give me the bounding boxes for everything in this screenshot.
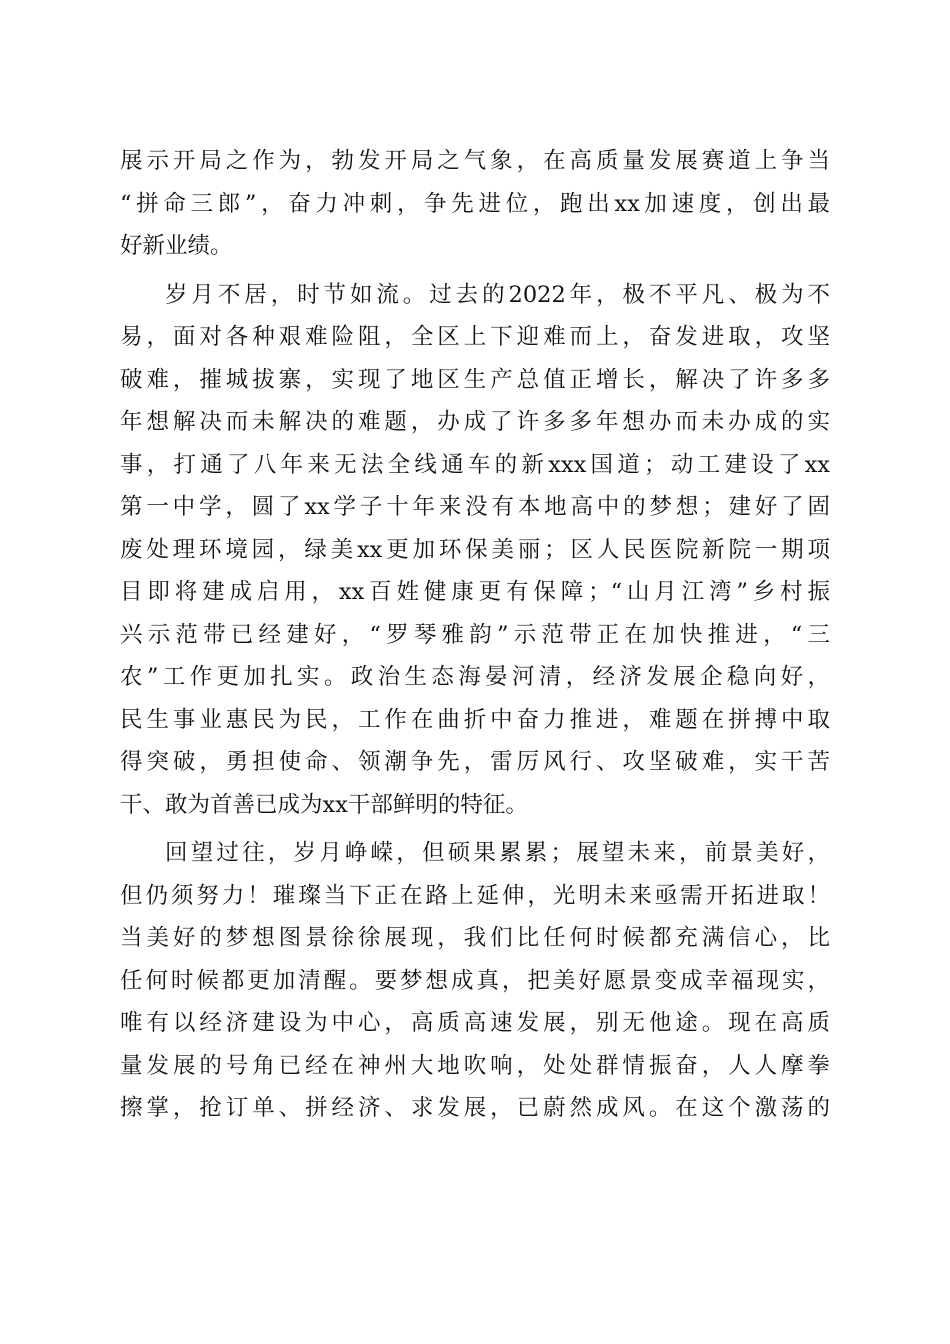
- text-line: 民生事业惠民为民，工作在曲折中奋力推进，难题在拼搏中取: [120, 706, 830, 733]
- text-line: 兴示范带已经建好，“罗琴雅韵”示范带正在加快推进，“三: [120, 621, 830, 648]
- text-line: 农”工作更加扎实。政治生态海晏河清，经济发展企稳向好，: [120, 664, 830, 690]
- text-line: 但仍须努力！璀璨当下正在路上延伸，光明未来亟需开拓进取！: [120, 882, 830, 909]
- paragraph-1: [120, 140, 830, 268]
- text-line: 回望过往，岁月峥嵘，但硕果累累；展望未来，前景美好，: [165, 840, 830, 866]
- text-line: 岁月不居，时节如流。过去的2022年，极不平凡、极为不: [165, 281, 830, 308]
- text-line: 干、敢为首善已成为xx干部鲜明的特征。: [120, 791, 528, 818]
- document-body: [120, 140, 830, 1130]
- text-line: 废处理环境园，绿美xx更加环保美丽；区人民医院新院一期项: [120, 536, 830, 563]
- text-line: 破难，摧城拔寨，实现了地区生产总值正增长，解决了许多多: [120, 366, 830, 393]
- text-line: “拼命三郎”，奋力冲刺，争先进位，跑出xx加速度，创出最: [120, 190, 830, 217]
- paragraph-3: [120, 832, 830, 1130]
- paragraph-2: [120, 274, 830, 827]
- text-line: 目即将建成启用，xx百姓健康更有保障；“山月江湾”乡村振: [120, 579, 830, 605]
- text-line: 展示开局之作为，勃发开局之气象，在高质量发展赛道上争当: [120, 148, 830, 174]
- text-line: 事，打通了八年来无法全线通车的新xxx国道；动工建设了xx: [120, 451, 830, 478]
- text-line: 易，面对各种艰难险阻，全区上下迎难而上，奋发进取，攻坚: [120, 324, 830, 350]
- text-line: 年想解决而未解决的难题，办成了许多多年想办而未办成的实: [120, 409, 830, 435]
- text-line: 当美好的梦想图景徐徐展现，我们比任何时候都充满信心，比: [120, 925, 830, 951]
- text-line: 量发展的号角已经在神州大地吹响，处处群情振奋，人人摩拳: [120, 1052, 830, 1079]
- text-line: 得突破，勇担使命、领潮争先，雷厉风行、攻坚破难，实干苦: [120, 749, 830, 775]
- text-line: 第一中学，圆了xx学子十年来没有本地高中的梦想；建好了固: [120, 494, 830, 520]
- text-line: 好新业绩。: [120, 233, 233, 259]
- text-line: 擦掌，抢订单、拼经济、求发展，已蔚然成风。在这个激荡的: [120, 1095, 830, 1121]
- text-line: 任何时候都更加清醒。要梦想成真，把美好愿景变成幸福现实，: [120, 967, 830, 994]
- text-line: 唯有以经济建设为中心，高质高速发展，别无他途。现在高质: [120, 1010, 830, 1036]
